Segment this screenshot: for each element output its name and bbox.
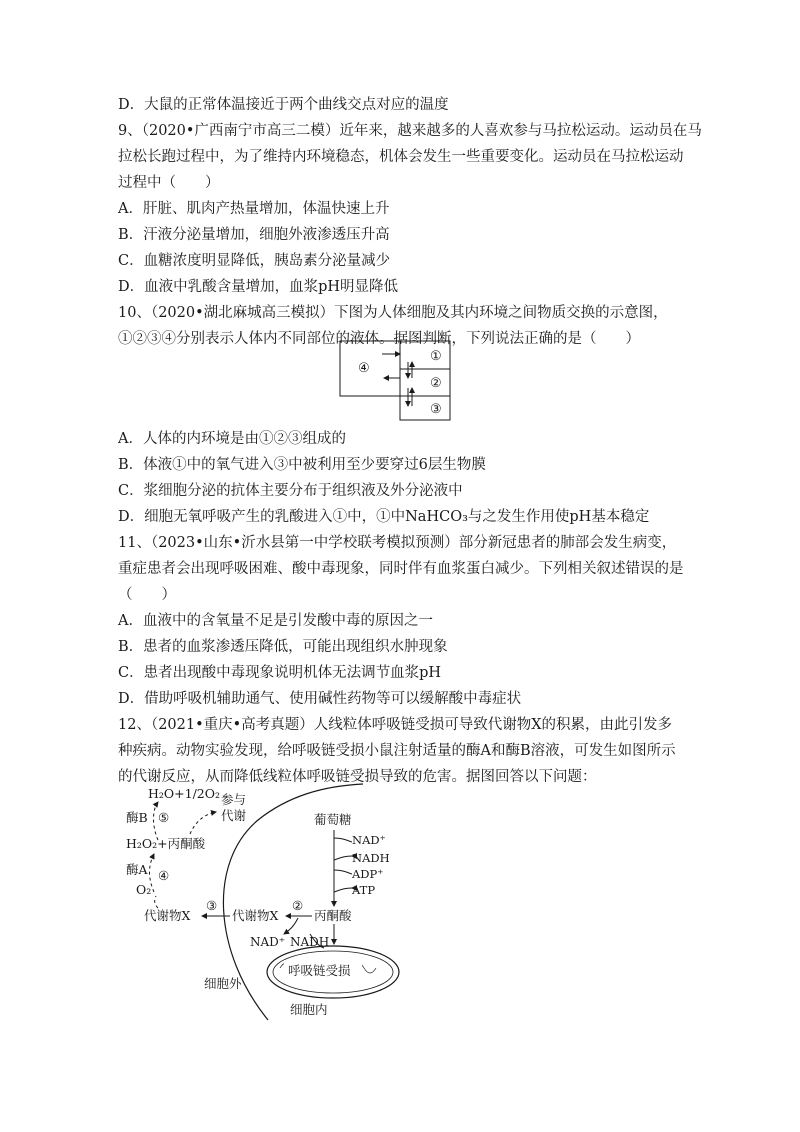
label-circled-1: ① [430,349,442,364]
label-nad-plus-1: NAD⁺ [352,833,386,847]
label-nadh-1: NADH [352,851,390,865]
q9-stem-line-3: 过程中（ ） [118,175,220,191]
label-circled-5: ⑤ [158,810,170,825]
arrow-to-nad [284,918,298,934]
label-glucose: 葡萄糖 [314,812,352,827]
curve-atp [334,888,352,892]
label-pyruvate-inside: 丙酮酸 [314,908,352,923]
q10-option-d: D．细胞无氧呼吸产生的乳酸进入①中，①中NaHCO₃与之发生作用使pH基本稳定 [118,509,650,525]
q12-stem-line-3: 的代谢反应，从而降低线粒体呼吸链受损导致的危害。据图回答以下问题： [118,769,597,785]
curve-nad-1 [334,838,352,842]
label-h2o2-pyruvate: H₂O₂+丙酮酸 [126,836,206,851]
q10-stem-line-2: ①②③④分别表示人体内不同部位的液体。据图判断，下列说法正确的是（ ） [118,331,640,347]
q12-metabolism-diagram [118,782,478,1022]
label-circled-2: ② [430,376,442,391]
q9-option-d: D．血液中乳酸含量增加，血浆pH明显降低 [118,279,399,295]
label-circled-4: ④ [158,868,170,883]
label-metabolite-x-outside: 代谢物X [144,908,191,923]
q11-stem-line-3: （ ） [118,587,176,603]
q9-stem-line-2: 拉松长跑过程中，为了维持内环境稳态，机体会发生一些重要变化。运动员在马拉松运动 [118,149,684,165]
label-outside-cell: 细胞外 [204,976,242,991]
q11-option-a: A．血液中的含氧量不足是引发酸中毒的原因之一 [118,613,433,629]
label-respiratory-chain-damaged: 呼吸链受损 [288,963,351,978]
q8-option-d: D．大鼠的正常体温接近于两个曲线交点对应的温度 [118,97,449,113]
q9-option-a: A．肝脏、肌肉产热量增加，体温快速上升 [118,201,390,217]
label-o2: O₂ [136,882,152,897]
q11-stem-line-1: 11、（2023•山东•沂水县第一中学校联考模拟预测）部分新冠患者的肺部会发生病变， [118,535,677,551]
label-circled-4: ④ [358,361,370,376]
label-enzyme-b: 酶B [126,810,148,825]
label-nad-plus-2: NAD⁺ [250,935,286,949]
q9-option-b: B．汗液分泌量增加，细胞外液渗透压升高 [118,227,390,243]
region-4-box [340,341,400,396]
q10-option-a: A．人体的内环境是由①②③组成的 [118,431,346,447]
label-circled-2: ② [292,898,304,913]
label-enzyme-a: 酶A [126,862,148,877]
q11-option-b: B．患者的血浆渗透压降低，可能出现组织水肿现象 [118,639,448,655]
label-metabolite-x-inside: 代谢物X [232,908,279,923]
label-atp: ATP [352,883,376,897]
q12-stem-line-1: 12、（2021•重庆•高考真题）人线粒体呼吸链受损可导致代谢物X的积累，由此引发多 [118,717,673,733]
q10-exchange-diagram [338,338,462,422]
curve-nadh-1 [334,856,352,860]
q11-stem-line-2: 重症患者会出现呼吸困难、酸中毒现象，同时伴有血浆蛋白减少。下列相关叙述错误的是 [118,561,684,577]
arrow-pyruvate-to-metabolism [190,812,216,834]
label-inside-cell: 细胞内 [290,1002,328,1017]
q11-option-d: D．借助呼吸机辅助通气、使用碱性药物等可以缓解酸中毒症状 [118,691,522,707]
label-adp: ADP⁺ [352,867,384,881]
label-participate: 参与 [221,792,247,807]
q9-stem-line-1: 9、（2020•广西南宁市高三二模）近年来，越来越多的人喜欢参与马拉松运动。运动员在马 [118,123,702,139]
label-circled-3: ③ [430,402,442,417]
q10-option-c: C．浆细胞分泌的抗体主要分布于组织液及外分泌液中 [118,483,463,499]
q10-stem-line-1: 10、（2020•湖北麻城高三模拟）下图为人体细胞及其内环境之间物质交换的示意图， [118,305,668,321]
dashed-link-x-o2 [155,896,158,908]
label-circled-3: ③ [206,898,218,913]
curve-adp [334,870,352,874]
label-nadh-2: NADH [290,935,330,949]
q12-stem-line-2: 种疾病。动物实验发现，给呼吸链受损小鼠注射适量的酶A和酶B溶液，可发生如图所示 [118,743,676,759]
q9-option-c: C．血糖浓度明显降低，胰岛素分泌量减少 [118,253,391,269]
label-metabolism: 代谢 [221,808,247,823]
label-h2o-half-o2: H₂O+1/2O₂ [148,786,221,801]
q10-option-b: B．体液①中的氧气进入③中被利用至少要穿过6层生物膜 [118,457,486,473]
q11-option-c: C．患者出现酸中毒现象说明机体无法调节血浆pH [118,665,442,681]
